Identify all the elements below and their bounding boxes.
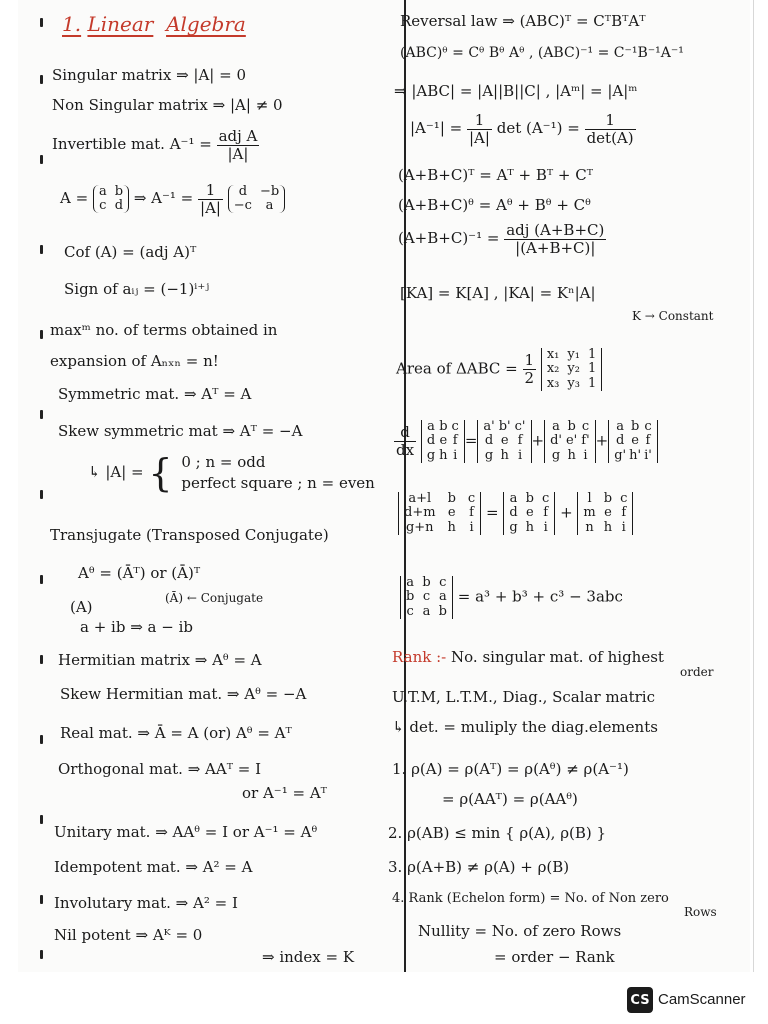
- matrix-cell: m: [583, 505, 596, 521]
- note-reversal: Reversal law ⇒ (ABC)ᵀ = CᵀBᵀAᵀ: [400, 12, 646, 30]
- fraction: [198, 182, 223, 216]
- margin-mark: [40, 155, 43, 164]
- matrix-cell: f: [645, 433, 651, 449]
- matrix-cell: g: [509, 519, 518, 535]
- matrix-cell: a: [98, 183, 107, 199]
- note-det-sum: a+l b c d+m e f g+n h i = a b c d e f g h i + l b c m e f n h i: [398, 492, 633, 535]
- matrix-cell: d+m: [404, 505, 436, 521]
- note-max-terms: maxᵐ no. of terms obtained in: [50, 321, 278, 339]
- note-invertible: [52, 128, 259, 162]
- fraction-denominator: dx: [396, 440, 415, 459]
- cases: [181, 452, 374, 494]
- camscanner-name: CamScanner: [658, 991, 746, 1008]
- note-orthogonal: Orthogonal mat. ⇒ AAᵀ = I: [58, 760, 262, 778]
- note-scalar-mult: [KA] = K[A] , |KA| = Kⁿ|A|: [400, 284, 596, 302]
- matrix-cell: c: [467, 491, 476, 506]
- matrix-cell: y₁: [567, 347, 580, 362]
- determinant-3x3: [577, 492, 633, 535]
- fraction: [523, 352, 537, 386]
- note-symmetric: Symmetric mat. ⇒ Aᵀ = A: [58, 385, 252, 403]
- note-conj-label: (Ā) ← Conjugate: [165, 591, 264, 605]
- note-index: ⇒ index = K: [262, 948, 355, 966]
- matrix-2x2: [228, 185, 285, 214]
- note-cyclic-det: [400, 576, 623, 619]
- note-rank-2: 2. ρ(AB) ≤ min { ρ(A), ρ(B) }: [388, 824, 607, 842]
- fraction-denominator: |A|: [468, 128, 490, 147]
- matrix-cell: g: [484, 447, 494, 463]
- note-nullity: Nullity = No. of zero Rows: [418, 922, 622, 940]
- margin-mark: [40, 815, 43, 824]
- note-nullity-b: = order − Rank: [494, 948, 615, 966]
- matrix-cell: f: [452, 433, 458, 449]
- fraction-denominator: det(A): [586, 128, 634, 147]
- matrix-cell: 1: [587, 375, 597, 391]
- note-real: Real mat. ⇒ Ā = A (or) Aᶿ = Aᵀ: [60, 724, 292, 742]
- note-rank-4: 4. Rank (Echelon form) = No. of Non zero: [392, 891, 669, 906]
- matrix-cell: d: [426, 433, 436, 449]
- matrix-cell: b: [114, 183, 124, 199]
- matrix-cell: i: [453, 447, 458, 463]
- note-rank-order: order: [680, 665, 714, 679]
- note-singular: Singular matrix ⇒ |A| = 0: [52, 66, 246, 84]
- matrix-cell: h: [447, 519, 456, 535]
- matrix-cell: c: [439, 575, 447, 590]
- fraction: [217, 128, 260, 162]
- matrix-cell: i: [469, 519, 474, 535]
- rank-label: Rank :-: [392, 648, 447, 666]
- inverse-det-lhs: |A⁻¹| =: [410, 119, 467, 137]
- matrix-cell: c: [99, 198, 107, 213]
- margin-mark: [40, 75, 43, 84]
- section-title: [62, 14, 246, 34]
- fraction: [585, 112, 636, 146]
- fraction-numerator: 1: [467, 112, 492, 130]
- matrix-cell: e: [525, 505, 534, 521]
- fraction-denominator: |A|: [200, 198, 221, 217]
- title-number: 1.: [62, 12, 82, 36]
- matrix-cell: f: [621, 505, 627, 521]
- matrix-cell: f': [581, 433, 590, 449]
- fraction-numerator: adj A: [218, 127, 258, 145]
- matrix-cell: h: [603, 519, 613, 535]
- matrix-cell: e: [439, 433, 448, 449]
- matrix-cell: d: [114, 198, 124, 213]
- note-rank-3: 3. ρ(A+B) ≠ ρ(A) + ρ(B): [388, 858, 570, 876]
- matrix-cell: e': [565, 433, 578, 449]
- matrix-cell: b: [630, 419, 640, 434]
- matrix-cell: c': [514, 419, 526, 434]
- note-rank-def: [392, 650, 664, 665]
- fraction-numerator: 1: [585, 112, 636, 130]
- matrix-cell: −b: [259, 183, 280, 199]
- inverse-arrow: ⇒ A⁻¹ =: [133, 189, 199, 207]
- matrix-cell: e: [604, 505, 612, 521]
- determinant-3x3: [544, 420, 596, 463]
- fraction: [504, 222, 606, 256]
- matrix-cell: 1: [587, 361, 597, 377]
- inverse-lhs: A =: [60, 189, 93, 207]
- matrix-cell: e: [500, 433, 509, 449]
- matrix-cell: a: [616, 419, 625, 434]
- note-det-product: ⇒ |ABC| = |A||B||C| , |Aᵐ| = |A|ᵐ: [394, 82, 638, 100]
- matrix-cell: h: [567, 447, 576, 463]
- margin-mark: [40, 655, 43, 664]
- matrix-cell: c: [581, 419, 590, 434]
- fraction: [394, 424, 416, 458]
- note-area-triangle: [396, 348, 602, 391]
- note-inverse-det: [410, 112, 636, 146]
- note-inverse-2x2: [60, 182, 285, 216]
- note-orthogonal-alt: or A⁻¹ = Aᵀ: [242, 784, 327, 802]
- matrix-cell: i: [543, 519, 548, 535]
- note-expansion: expansion of Aₙₓₙ = n!: [50, 352, 219, 370]
- fraction-numerator: adj (A+B+C): [506, 221, 605, 239]
- matrix-cell: b: [447, 491, 456, 506]
- note-sum-transpose: (A+B+C)ᵀ = Aᵀ + Bᵀ + Cᵀ: [398, 166, 594, 184]
- matrix-cell: b: [422, 575, 431, 590]
- margin-mark: [40, 245, 43, 254]
- determinant-3x3: [541, 348, 602, 391]
- margin-mark: [40, 950, 43, 959]
- note-skew-det: [88, 452, 375, 494]
- note-conj-a: (A): [70, 598, 93, 616]
- note-idempotent: Idempotent mat. ⇒ A² = A: [54, 858, 253, 876]
- determinant-3x3: [608, 420, 658, 463]
- area-lhs: Area of ΔABC =: [396, 359, 523, 378]
- matrix-cell: x₂: [546, 361, 560, 377]
- margin-mark: [40, 575, 43, 584]
- note-rank-1: 1. ρ(A) = ρ(Aᵀ) = ρ(Aᶿ) ≠ ρ(A⁻¹): [392, 760, 629, 778]
- matrix-cell: a: [438, 589, 447, 605]
- margin-mark: [40, 410, 43, 419]
- matrix-cell: d: [509, 505, 518, 521]
- matrix-cell: i: [583, 447, 588, 463]
- matrix-cell: b: [567, 419, 576, 434]
- note-sum-theta: (A+B+C)ᶿ = Aᶿ + Bᶿ + Cᶿ: [398, 196, 591, 214]
- matrix-cell: h: [500, 447, 509, 463]
- matrix-cell: b: [603, 491, 613, 506]
- note-unitary: Unitary mat. ⇒ AAᶿ = I or A⁻¹ = Aᶿ: [54, 823, 318, 841]
- note-cofactor: Cof (A) = (adj A)ᵀ: [64, 243, 197, 261]
- matrix-cell: b: [406, 589, 415, 605]
- matrix-cell: a: [427, 419, 435, 434]
- sum-inverse-lhs: (A+B+C)⁻¹ =: [398, 229, 505, 247]
- matrix-cell: c: [422, 589, 431, 605]
- det-inverse-lhs: det (A⁻¹) =: [496, 119, 585, 137]
- note-reversal-theta: (ABC)ᶿ = Cᶿ Bᶿ Aᶿ , (ABC)⁻¹ = C⁻¹B⁻¹A⁻¹: [400, 45, 684, 61]
- matrix-cell: b: [438, 603, 447, 619]
- note-transjugate: Transjugate (Transposed Conjugate): [50, 526, 329, 544]
- title-word-algebra: Algebra: [166, 12, 246, 36]
- matrix-cell: c: [644, 419, 652, 434]
- fraction-denominator: |(A+B+C)|: [515, 238, 596, 257]
- note-sum-inverse: [398, 222, 606, 256]
- brace-icon: {: [148, 450, 173, 495]
- note-diag-det: ↳ det. = muliply the diag.elements: [392, 718, 658, 736]
- matrix-cell: −c: [233, 198, 252, 213]
- matrix-cell: a: [406, 575, 415, 590]
- title-word-linear: Linear: [87, 12, 154, 36]
- note-theta-def: Aᶿ = (Āᵀ) or (Ā)ᵀ: [78, 564, 201, 582]
- fraction-denominator: |A|: [227, 144, 249, 163]
- matrix-cell: y₃: [567, 375, 580, 391]
- matrix-cell: a: [422, 603, 431, 619]
- determinant-3x3: [421, 420, 465, 463]
- matrix-cell: c: [406, 603, 414, 619]
- note-sign: Sign of aᵢⱼ = (−1)ⁱ⁺ʲ: [64, 280, 210, 298]
- page-edge: [753, 0, 754, 972]
- matrix-cell: y₂: [567, 361, 580, 377]
- matrix-cell: h: [439, 447, 448, 463]
- matrix-cell: 1: [587, 347, 597, 362]
- note-rank-1b: = ρ(AAᵀ) = ρ(AAᶿ): [442, 790, 578, 808]
- matrix-cell: b': [498, 419, 511, 434]
- matrix-cell: i: [621, 519, 626, 535]
- rank-definition: No. singular mat. of highest: [451, 648, 664, 666]
- invertible-text: Invertible mat. A⁻¹ =: [52, 135, 217, 153]
- matrix-cell: e: [447, 505, 456, 521]
- note-conj-example: a + ib ⇒ a − ib: [80, 618, 193, 636]
- determinant-3x3: [477, 420, 531, 463]
- margin-mark: [40, 735, 43, 744]
- fraction-numerator: d: [394, 424, 416, 442]
- case-odd: 0 ; n = odd: [181, 453, 266, 471]
- note-skew-hermitian: Skew Hermitian mat. ⇒ Aᶿ = −A: [60, 685, 307, 703]
- note-hermitian: Hermitian matrix ⇒ Aᶿ = A: [58, 651, 262, 669]
- matrix-cell: c: [451, 419, 459, 434]
- matrix-cell: x₁: [546, 347, 560, 362]
- determinant-3x3: [400, 576, 453, 619]
- fraction-numerator: 1: [524, 351, 535, 370]
- matrix-cell: x₃: [546, 375, 560, 391]
- note-skew-symmetric: Skew symmetric mat ⇒ Aᵀ = −A: [58, 422, 303, 440]
- determinant-3x3: [398, 492, 481, 535]
- margin-mark: [40, 330, 43, 339]
- note-triangular: U.T.M, L.T.M., Diag., Scalar matric: [392, 688, 655, 706]
- note-rank-4-rows: Rows: [684, 905, 717, 919]
- matrix-cell: b: [525, 491, 534, 506]
- matrix-cell: d: [616, 433, 625, 449]
- matrix-cell: g+n: [405, 519, 434, 535]
- matrix-cell: g: [551, 447, 561, 463]
- margin-mark: [40, 490, 43, 499]
- matrix-cell: f: [517, 433, 523, 449]
- determinant-3x3: [503, 492, 555, 535]
- matrix-cell: i: [517, 447, 523, 463]
- matrix-cell: l: [587, 491, 592, 506]
- matrix-cell: c: [620, 491, 628, 506]
- matrix-cell: d: [238, 183, 248, 199]
- matrix-cell: c: [542, 491, 550, 506]
- note-nilpotent: Nil potent ⇒ Aᴷ = 0: [54, 926, 203, 944]
- matrix-cell: n: [585, 519, 594, 535]
- matrix-cell: g: [426, 447, 436, 463]
- matrix-cell: h': [629, 447, 642, 463]
- matrix-cell: a: [552, 419, 560, 434]
- matrix-cell: d: [484, 433, 494, 449]
- camscanner-logo-icon: CS: [627, 987, 653, 1013]
- note-involutary: Involutary mat. ⇒ A² = I: [54, 894, 238, 912]
- matrix-cell: i': [644, 447, 652, 463]
- matrix-cell: b: [439, 419, 448, 434]
- matrix-cell: h: [525, 519, 535, 535]
- skew-det-lhs: ↳ |A| =: [88, 463, 149, 481]
- matrix-cell: d': [550, 433, 562, 449]
- matrix-cell: e: [631, 433, 639, 449]
- matrix-cell: f: [469, 505, 474, 521]
- matrix-cell: a': [483, 419, 495, 434]
- fraction-denominator: 2: [524, 368, 535, 387]
- note-det-derivative: $\frac{d}{dx}$ a b c d e f g h i = a' b' c' d e f g h i + a b c d' e' f' g h i + a b c d e f g' h' i': [394, 420, 658, 463]
- matrix-cell: a: [265, 198, 274, 213]
- matrix-cell: a: [509, 491, 518, 506]
- note-constant: K → Constant: [632, 309, 714, 323]
- note-nonsingular: Non Singular matrix ⇒ |A| ≠ 0: [52, 96, 283, 114]
- case-even: perfect square ; n = even: [181, 474, 375, 492]
- margin-mark: [40, 895, 43, 904]
- matrix-cell: a+l: [408, 491, 432, 506]
- fraction-numerator: 1: [198, 182, 223, 200]
- matrix-cell: f: [543, 505, 549, 521]
- matrix-2x2: [93, 185, 129, 214]
- matrix-cell: g': [614, 447, 627, 463]
- margin-mark: [40, 18, 43, 27]
- cyclic-rhs: = a³ + b³ + c³ − 3abc: [457, 587, 623, 606]
- fraction: [467, 112, 492, 146]
